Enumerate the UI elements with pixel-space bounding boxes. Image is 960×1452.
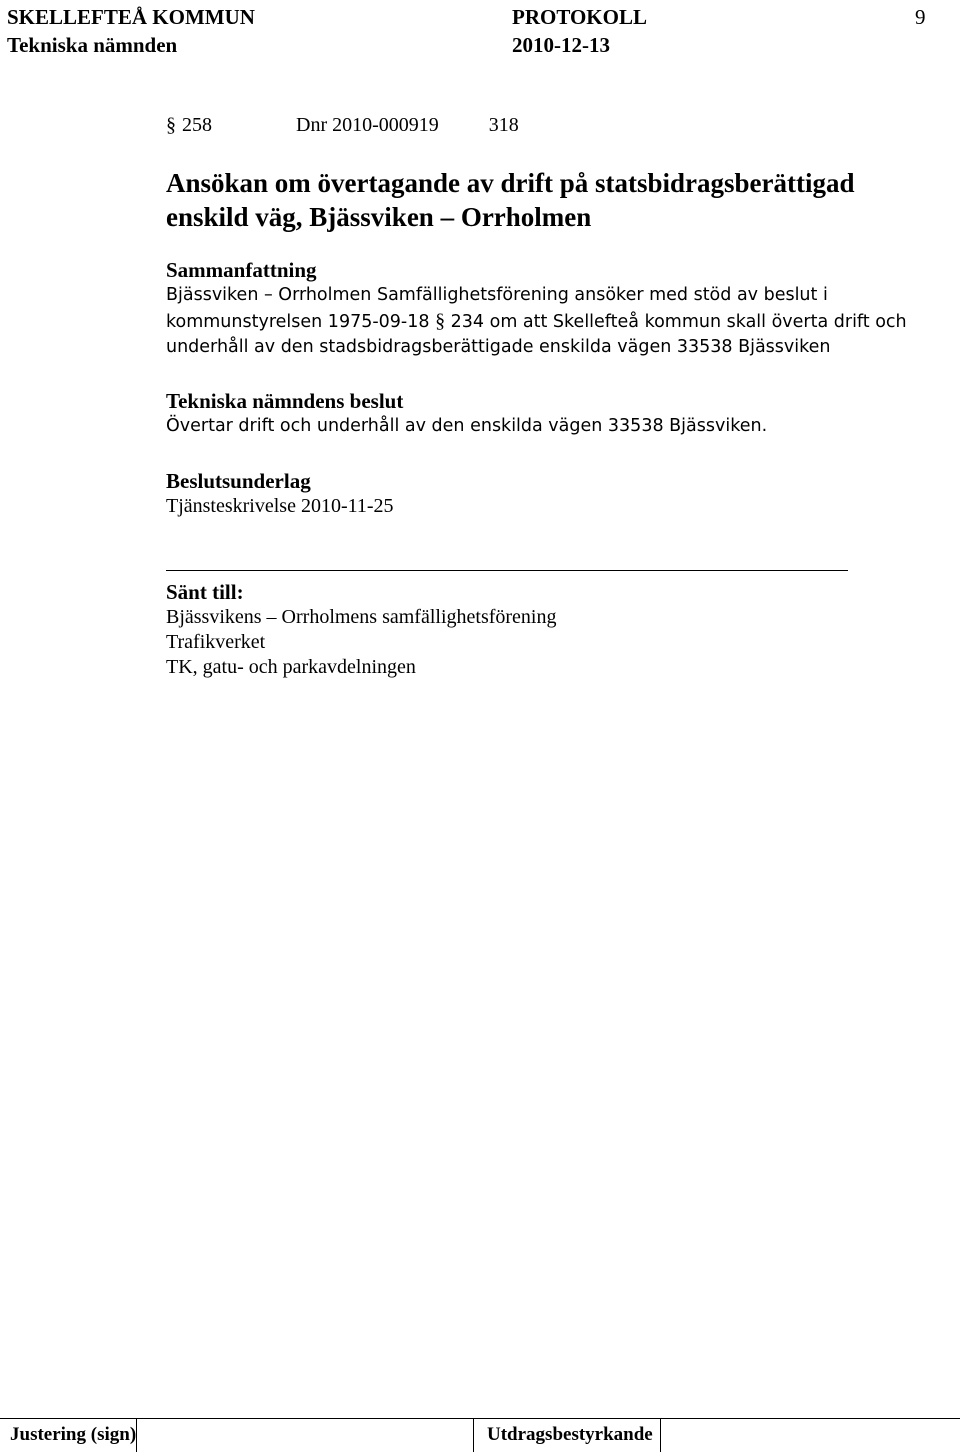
summary-line-3: underhåll av den stadsbidragsberättigade enskilda vägen 33538 Bjässviken xyxy=(166,337,831,358)
document-type: PROTOKOLL xyxy=(512,5,647,29)
recipient-item: Bjässvikens – Orrholmens samfällighetsförening xyxy=(166,606,557,628)
dnr-number: Dnr 2010-000919 xyxy=(296,114,439,136)
basis-heading: Beslutsunderlag xyxy=(166,469,311,493)
justering-label: Justering (sign) xyxy=(10,1424,137,1445)
registry-code: 318 xyxy=(488,114,519,136)
summary-line-2 xyxy=(166,309,946,336)
paragraph-symbol-inline: § xyxy=(435,309,446,332)
utdrag-label: Utdragsbestyrkande xyxy=(487,1424,653,1445)
basis-section xyxy=(166,469,946,519)
paragraph-number: 258 xyxy=(182,114,212,136)
summary-line-2-end: 234 om att Skellefteå kommun skall överta drift och xyxy=(445,311,907,332)
basis-text: Tjänsteskrivelse 2010-11-25 xyxy=(166,495,394,517)
decision-section xyxy=(166,389,946,440)
utdrag-signature-box xyxy=(660,1418,960,1452)
decision-text: Övertar drift och underhåll av den enskilda vägen 33538 Bjässviken. xyxy=(166,416,768,436)
meeting-date: 2010-12-13 xyxy=(512,33,610,57)
distribution-heading: Sänt till: xyxy=(166,580,244,604)
distribution-section xyxy=(166,580,946,680)
summary-section xyxy=(166,258,946,361)
summary-text xyxy=(166,283,946,361)
separator-line xyxy=(166,570,848,571)
item-title-line-1: Ansökan om övertagande av drift på statsbidragsberättigad xyxy=(166,168,855,198)
paragraph-symbol: § xyxy=(166,114,176,136)
summary-heading: Sammanfattning xyxy=(166,258,317,282)
organization-name: SKELLEFTEÅ KOMMUN xyxy=(7,5,255,29)
recipient-item: TK, gatu- och parkavdelningen xyxy=(166,656,416,678)
page-number: 9 xyxy=(915,5,926,29)
recipient-item: Trafikverket xyxy=(166,631,266,653)
item-title-line-2: enskild väg, Bjässviken – Orrholmen xyxy=(166,202,592,232)
committee-name: Tekniska nämnden xyxy=(7,33,178,57)
summary-line-1: Bjässviken – Orrholmen Samfällighetsförening ansöker med stöd av beslut i xyxy=(166,285,828,305)
justering-signature-box xyxy=(136,1418,474,1452)
decision-heading: Tekniska nämndens beslut xyxy=(166,389,404,413)
paragraph-reference xyxy=(166,113,946,138)
summary-line-2-start: kommunstyrelsen 1975-09-18 xyxy=(166,311,436,332)
item-title xyxy=(166,166,960,234)
